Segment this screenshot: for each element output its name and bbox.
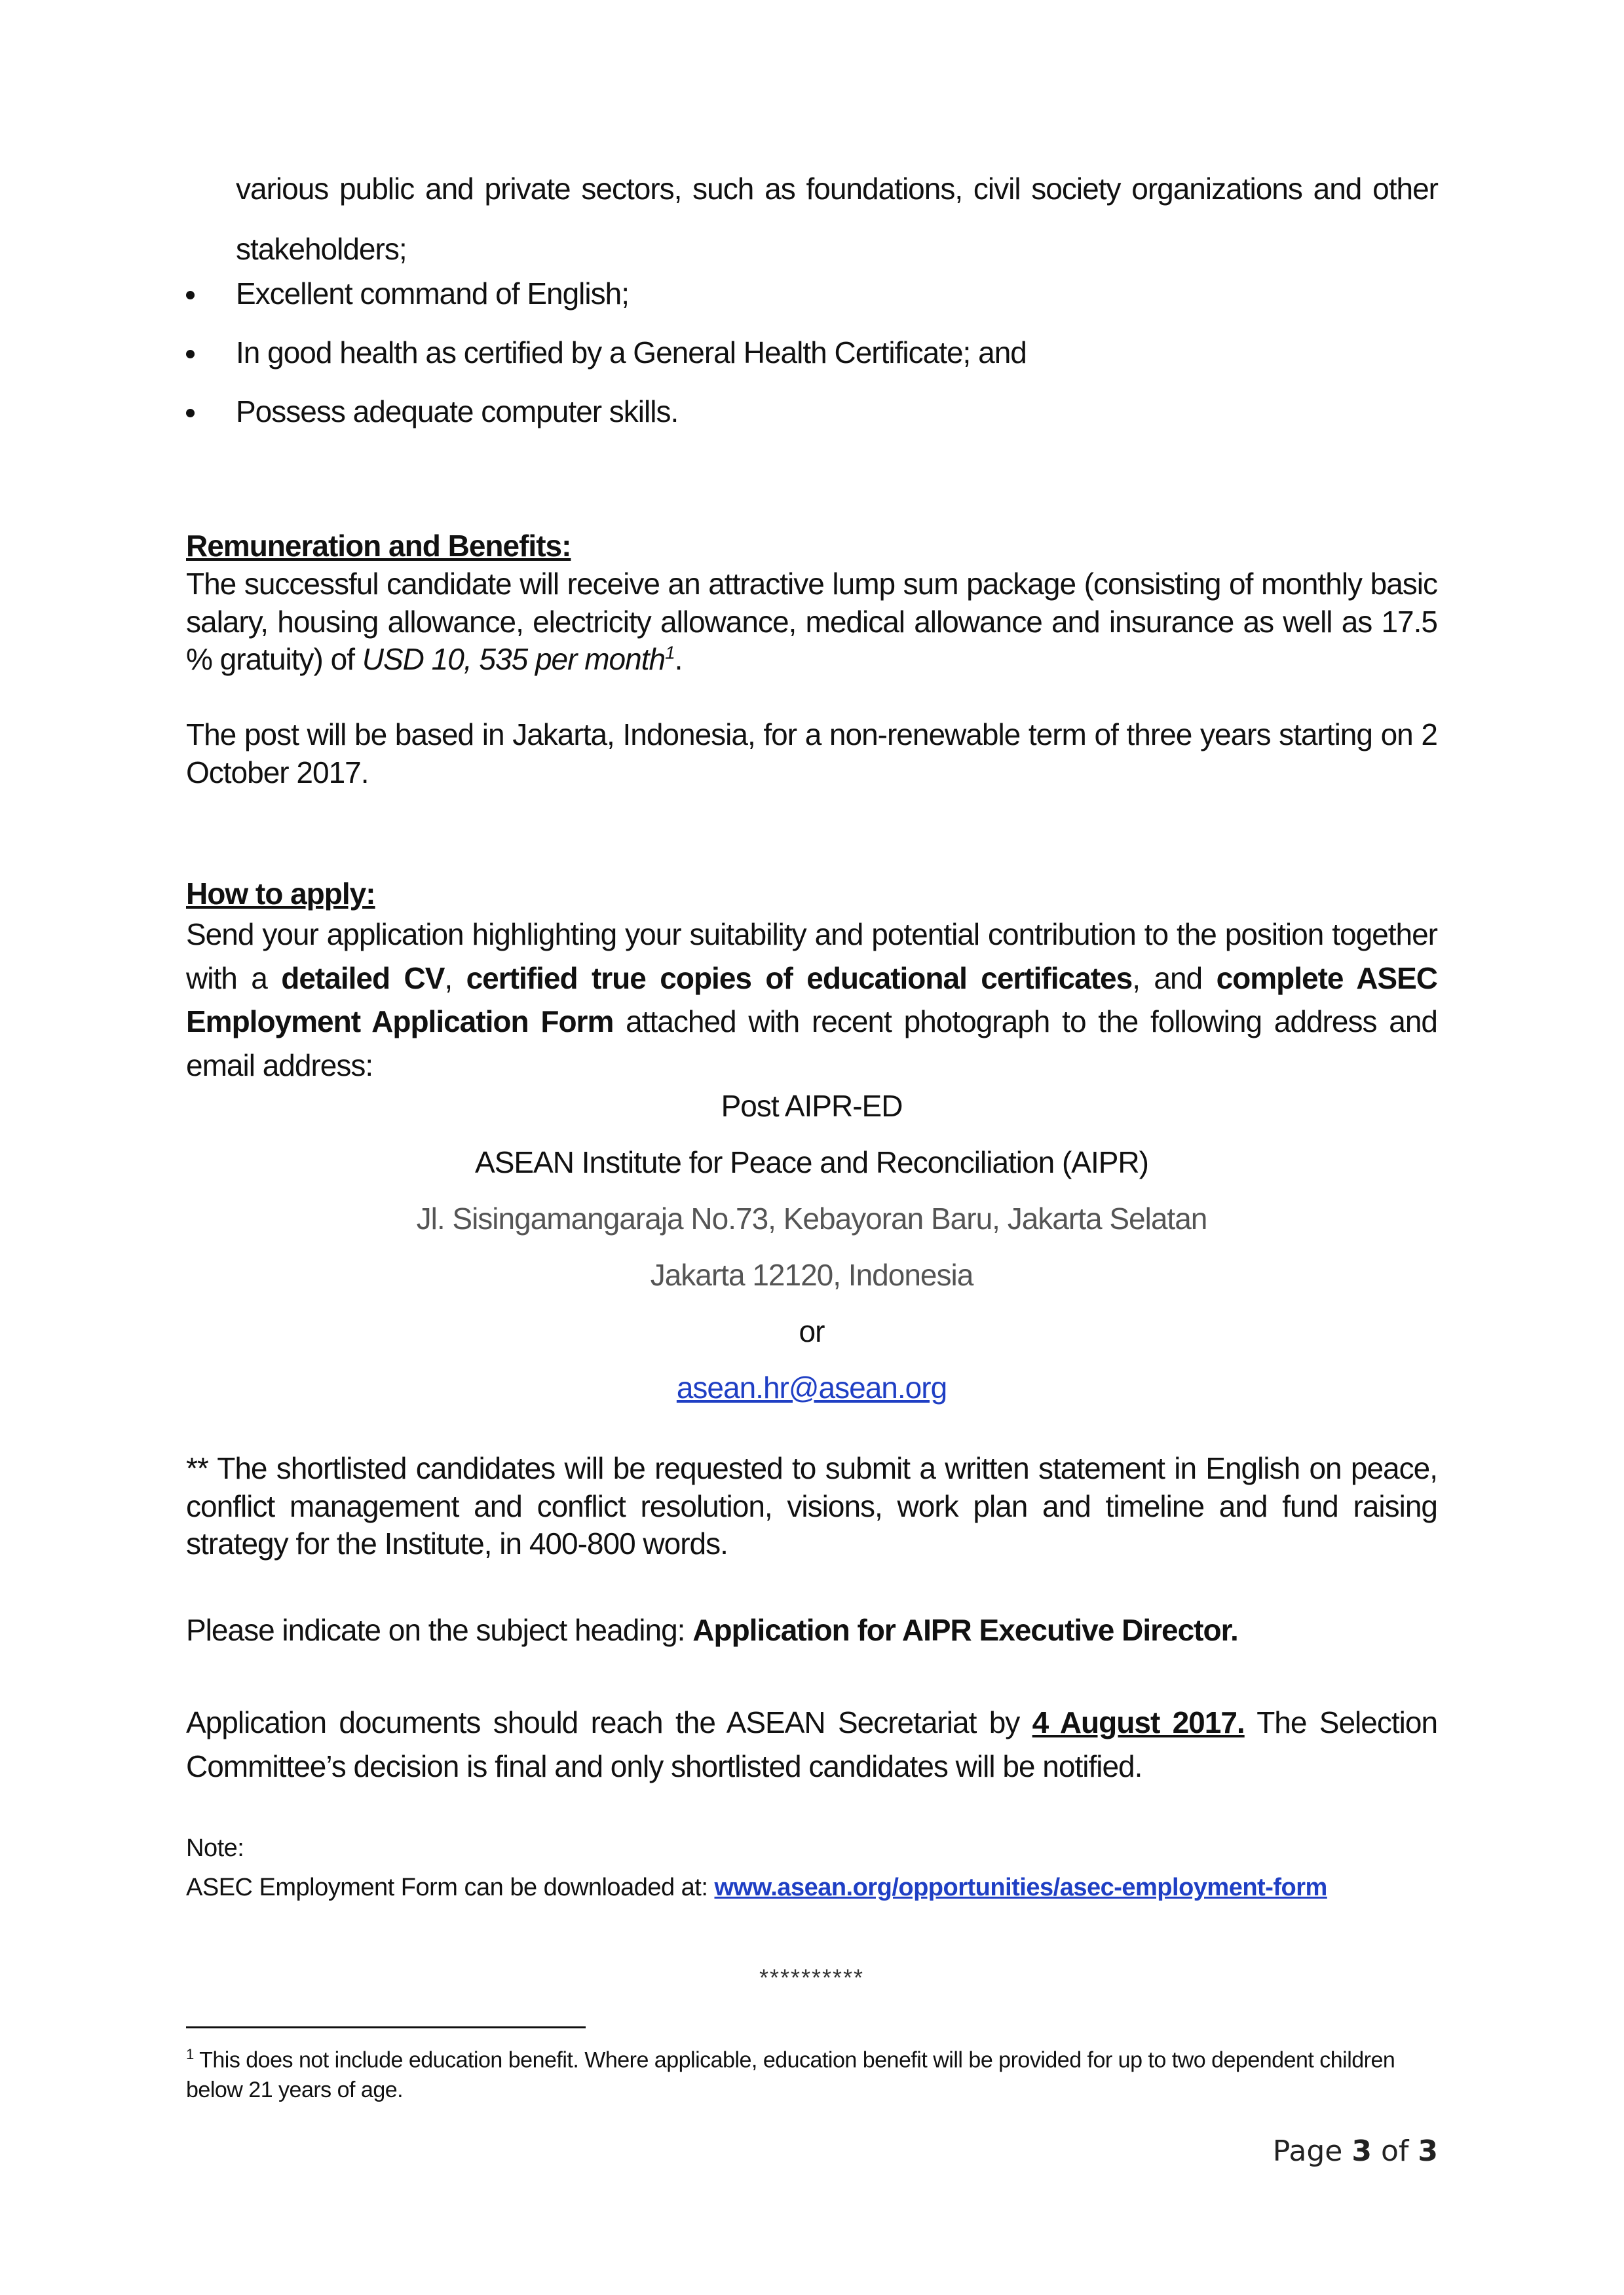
- address-street: Jl. Sisingamangaraja No.73, Kebayoran Baru, Jakarta Selatan: [416, 1202, 1207, 1236]
- footnote-marker: 1: [665, 642, 675, 663]
- deadline-prefix: Application documents should reach the ASEAN Secretariat by: [186, 1705, 1020, 1739]
- remuneration-paragraph: [186, 565, 1437, 679]
- remuneration-text: The successful candidate will receive an attractive lump sum package (consisting of monthly basic salary, housing allowance, electricity allowance, medical allowance and insurance as well as 17.5 % gratuity) of: [186, 567, 1437, 676]
- bullet-text: In good health as certified by a General Health Certificate; and: [236, 335, 1027, 370]
- remuneration-amount: USD 10, 535 per month: [362, 642, 666, 676]
- footnote: [186, 2045, 1437, 2106]
- how-to-apply-heading: How to apply:: [186, 877, 375, 911]
- page-total: 3: [1418, 2134, 1438, 2168]
- bullet-text: Possess adequate computer skills.: [236, 394, 679, 428]
- deadline-suffix: The Selection Committee’s decision is final and only shortlisted candidates will be notified.: [186, 1705, 1438, 1783]
- apply-outro: attached with recent photograph to the following address and email address:: [186, 1004, 1437, 1083]
- remuneration-period: .: [674, 642, 683, 676]
- email-link[interactable]: asean.hr@asean.org: [676, 1371, 947, 1405]
- page-current: 3: [1351, 2134, 1372, 2168]
- address-post: Post AIPR-ED: [721, 1089, 903, 1123]
- deadline-paragraph: [186, 1701, 1437, 1788]
- location-paragraph: The post will be based in Jakarta, Indonesia, for a non-renewable term of three years starting on 2 October 2017.: [186, 717, 1437, 789]
- note-download: [186, 1872, 1437, 1904]
- list-item: [186, 393, 1437, 432]
- apply-doc-certificates: certified true copies of educational certificates: [466, 960, 1133, 995]
- bullet-icon: [186, 291, 195, 299]
- apply-intro: Send your application highlighting your suitability and potential contribution to the position together with a: [186, 917, 1437, 995]
- subject-instruction: [186, 1612, 1437, 1650]
- address-email-row: [186, 1369, 1437, 1407]
- page-of: of: [1380, 2134, 1409, 2168]
- employment-form-link[interactable]: www.asean.org/opportunities/asec-employment-form: [714, 1874, 1327, 1901]
- bullet-text: Excellent command of English;: [236, 276, 629, 311]
- section-separator: **********: [759, 1964, 865, 1991]
- bullet-icon: [186, 409, 195, 417]
- remuneration-heading: Remuneration and Benefits:: [186, 529, 571, 563]
- subject-prefix: Please indicate on the subject heading:: [186, 1613, 685, 1647]
- page-number: [1273, 2134, 1438, 2168]
- footnote-divider: [186, 2026, 586, 2028]
- how-to-apply-paragraph: [186, 913, 1437, 1088]
- list-item: [186, 275, 1437, 314]
- footnote-text: This does not include education benefit. Where applicable, education benefit will be provided for up to two dependent children below 21 years of age.: [186, 2047, 1395, 2103]
- list-item: [186, 334, 1437, 373]
- apply-separator: , and: [1132, 960, 1203, 995]
- apply-separator: ,: [444, 960, 453, 995]
- deadline-date: 4 August 2017.: [1032, 1705, 1245, 1739]
- requirements-continued-text: various public and private sectors, such as foundations, civil society organizations and other stakeholders;: [236, 172, 1438, 266]
- footnote-number: 1: [186, 2046, 194, 2062]
- apply-doc-cv: detailed CV: [281, 960, 445, 995]
- subject-value: Application for AIPR Executive Director.: [692, 1613, 1238, 1647]
- bullet-icon: [186, 350, 195, 358]
- address-city: Jakarta 12120, Indonesia: [650, 1258, 973, 1292]
- address-or: or: [799, 1314, 825, 1348]
- note-label: Note:: [186, 1834, 244, 1862]
- page-label: Page: [1272, 2134, 1343, 2168]
- address-institute: ASEAN Institute for Peace and Reconciliation (AIPR): [475, 1145, 1148, 1179]
- apply-doc-form: complete ASEC Employment Application Form: [186, 960, 1438, 1039]
- note-text: ASEC Employment Form can be downloaded at:: [186, 1874, 708, 1901]
- shortlist-note: ** The shortlisted candidates will be requested to submit a written statement in English on peace, conflict management and conflict resolution, visions, work plan and timeline and fund raising strategy for the Institute, in 400-800 words.: [186, 1451, 1437, 1561]
